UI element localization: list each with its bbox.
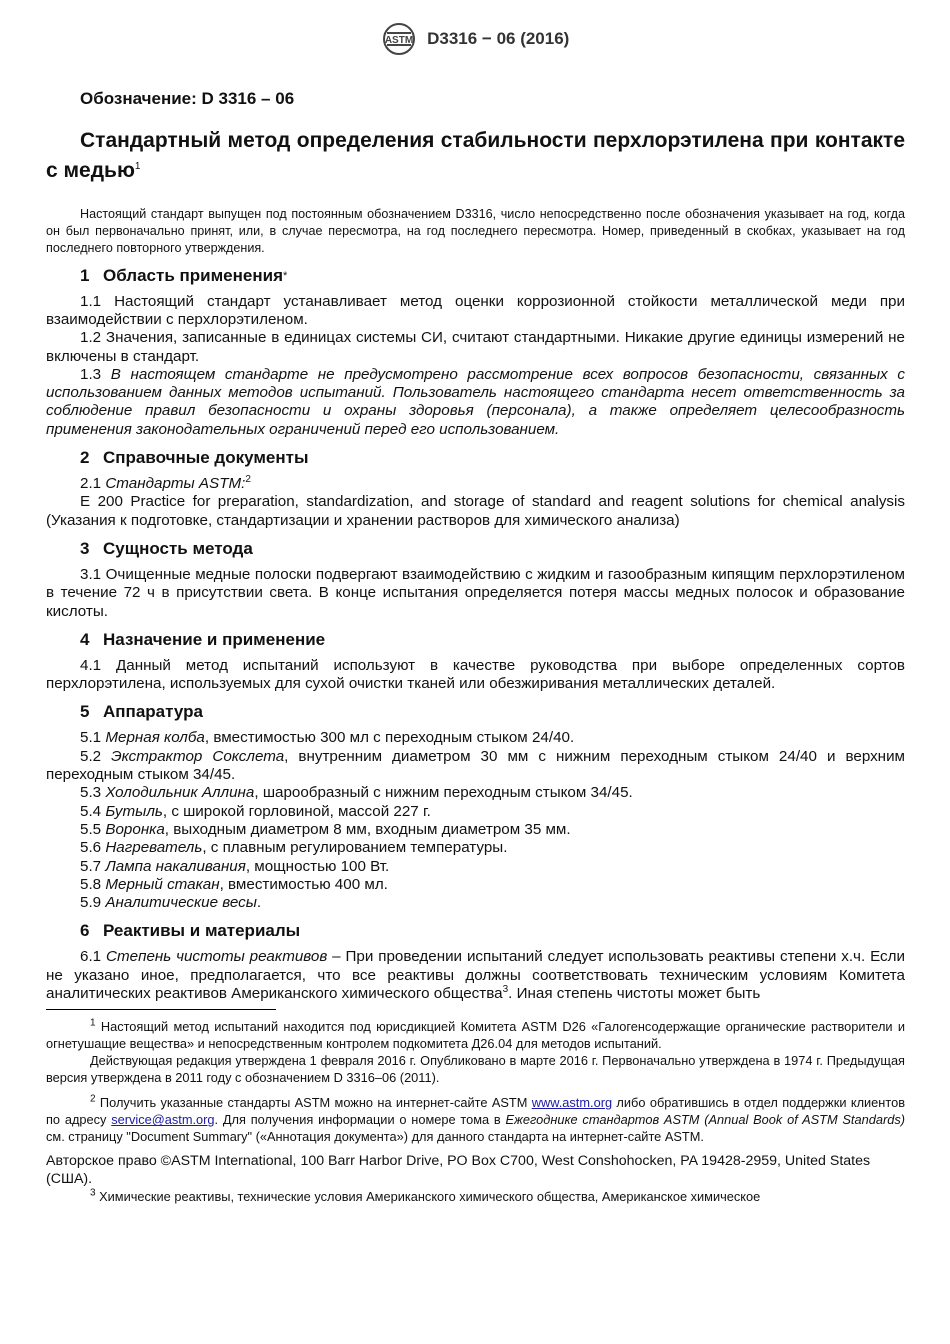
item-number: 5.1 [80,729,106,747]
item-name: Мерный стакан [105,875,220,893]
item-description: , с широкой горловиной, массой 227 г. [162,802,431,820]
section-1-heading [80,265,905,287]
apparatus-item [46,858,905,876]
section-4-heading [80,629,905,651]
footnote-ref-2[interactable]: 2 [245,474,251,485]
item-name: Мерная колба [105,729,205,747]
astm-standards-label: Стандарты ASTM: [105,475,246,493]
item-number: 5.3 [80,784,106,802]
item-description: , шарообразный с нижним переходным стыком 34/45. [254,784,633,802]
footnote-text: . Для получения информации о номере тома в [214,1112,506,1128]
section-number: 5 [80,702,90,722]
intro-paragraph: Настоящий стандарт выпущен под постоянным обозначением D3316, число непосредственно после обозначения указывает на год, когда он был первоначально принят, или, в случае пересмотра, на год последнего пересмотра. Номер, приведенный в скобках, указывает на год последнего повторного утверждения. [46,207,905,255]
item-description: , вместимостью 300 мл с переходным стыком 24/40. [204,729,575,747]
paragraph-1-3 [46,366,905,439]
footnote-text: Химические реактивы, технические условия Американского химического общества, Американское химическое [95,1189,761,1205]
apparatus-item [46,748,905,785]
footnote-3 [46,1188,905,1205]
paragraph-text: – При проведении испытаний следует использовать реактивы степени х.ч. Если не указано иное, предполагается, что все реактивы должны соответствовать техническим условиям Комитета аналитических реактивов Американского химического общества [46,948,905,1002]
item-number: 5.6 [80,839,106,857]
annual-book-title: Ежегоднике стандартов ASTM (Annual Book of ASTM Standards) [505,1112,905,1128]
section-2-heading [80,447,905,469]
paragraph-3-1: 3.1 Очищенные медные полоски подвергают взаимодействию с жидким и газообразным кипящим перхлорэтиленом в течение 72 ч в присутствии света. В конце испытания определяется потеря массы медных полосок и образование кислоты. [46,565,905,620]
safety-text: В настоящем стандарте не предусмотрено рассмотрение всех вопросов безопасности, связанных с использованием данных методов испытаний. Пользователь настоящего стандарта несет ответственность за соблюдение правил безопасности и охраны здоровья (персонала), а также определяет целесообразность применения законодательных ограничений перед его использованием. [46,365,905,438]
item-number: 5.7 [80,857,106,875]
item-name: Холодильник Аллина [105,784,255,802]
paragraph-1-2: 1.2 Значения, записанные в единицах системы СИ, считают стандартными. Никакие другие единицы измерений не включены в стандарт. [46,329,905,365]
item-name: Экстрактор Сокслета [111,747,285,765]
footnote-divider [46,1009,276,1010]
section-title: Назначение и применение [103,629,326,649]
item-description: , с плавным регулированием температуры. [202,839,508,857]
document-title [46,126,905,186]
footnote-text: Получить указанные стандарты ASTM можно на интернет-сайте ASTM [95,1095,532,1111]
apparatus-item [46,839,905,857]
footnote-ref-3[interactable]: 3 [502,983,509,995]
section-number: 2 [80,448,90,468]
section-number: 1 [80,265,90,285]
paragraph-2-1 [46,475,905,493]
section-title: Сущность метода [103,538,253,558]
footnote-marker: 3 [90,1188,96,1200]
reference-e200: E 200 Practice for preparation, standardization, and storage of standard and reagent solutions for chemical analysis (Указания к подготовке, стандартизации и хранении растворов для химического анализа) [46,493,905,529]
paragraph-number: 1.3 [80,365,111,383]
item-name: Нагреватель [105,839,203,857]
paragraph-6-1 [46,948,905,1003]
section-number: 4 [80,629,90,649]
apparatus-item [46,876,905,894]
footnote-text: см. страницу "Document Summary" («Аннотация документа») для данного стандарта на интернет-сайте ASTM. [46,1129,704,1145]
footnote-marker: 1 [90,1018,96,1030]
astm-website-link[interactable]: www.astm.org [531,1095,613,1111]
section-number: 3 [80,538,90,558]
item-description: , мощностью 100 Вт. [245,857,390,875]
paragraph-tail: . Иная степень чистоты может быть [508,985,761,1002]
footnote-marker: 2 [90,1094,96,1106]
designation: Обозначение: D 3316 – 06 [80,89,295,108]
title-text: Стандартный метод определения стабильности перхлорэтилена при контакте с медью [46,129,905,183]
paragraph-number: 6.1 [80,948,107,966]
astm-email-link[interactable]: service@astm.org [111,1112,215,1128]
apparatus-item [46,784,905,802]
svg-text:ASTM: ASTM [384,35,413,46]
footnote-2 [46,1094,905,1145]
item-number: 5.8 [80,875,106,893]
section-3-heading [80,538,905,560]
section-title: Область применения [103,265,284,285]
footnote-text: Настоящий метод испытаний находится под юрисдикцией Комитета ASTM D26 «Галогенсодержащие органические растворители и огнетушащие вещества» и непосредственным контролем подкомитета Д26.04 для методов испытаний. [46,1019,905,1052]
apparatus-item [46,729,905,747]
apparatus-item [46,821,905,839]
item-number: 5.5 [80,820,106,838]
item-name: Лампа накаливания [105,857,246,875]
section-title: Справочные документы [103,448,309,468]
change-marker: * [283,269,288,282]
apparatus-item [46,894,905,912]
document-body [46,90,905,1205]
reagent-purity-term: Степень чистоты реактивов [106,948,328,966]
item-description: , вместимостью 400 мл. [219,875,388,893]
item-number: 5.9 [80,894,106,912]
item-name: Бутыль [105,802,163,820]
footnote-text: либо обратившись в отдел поддержки клиентов по адресу [46,1095,906,1128]
footnote-1-continued: Действующая редакция утверждена 1 февраля 2016 г. Опубликовано в марте 2016 г. Первоначально утверждена в 1974 г. Предыдущая версия утверждена в 2011 году с обозначением D 3316–06 (2011). [46,1053,905,1086]
paragraph-number: 2.1 [80,475,106,493]
document-code: D3316 − 06 (2016) [427,29,570,48]
item-number: 5.2 [80,747,112,765]
section-title: Аппаратура [103,702,203,722]
item-name: Воронка [105,820,165,838]
item-description: , внутренним диаметром 30 мм с нижним переходным стыком 24/40 и верхним переходным стыком 34/45. [46,747,905,784]
item-name: Аналитические весы [105,894,257,912]
section-number: 6 [80,921,90,941]
title-footnote-ref[interactable]: 1 [134,161,141,173]
section-6-heading [80,920,905,942]
page-header [0,22,950,56]
apparatus-item [46,803,905,821]
footnote-1 [46,1018,905,1052]
paragraph-1-1: 1.1 Настоящий стандарт устанавливает метод оценки коррозионной стойкости металлической меди при взаимодействии с перхлорэтиленом. [46,292,905,328]
section-5-heading [80,701,905,723]
section-title: Реактивы и материалы [103,921,301,941]
paragraph-4-1: 4.1 Данный метод испытаний используют в качестве руководства при выборе определенных сортов перхлорэтилена, используемых для сухой очистки тканей или обезжиривания металлических деталей. [46,656,905,693]
astm-logo-icon [381,22,417,56]
item-number: 5.4 [80,802,106,820]
item-description: . [256,894,262,912]
item-description: , выходным диаметром 8 мм, входным диаметром 35 мм. [164,820,571,838]
copyright-notice: Авторское право ©ASTM International, 100 Barr Harbor Drive, PO Box C700, West Conshohocken, PA 19428-2959, United States (США). [46,1153,871,1187]
